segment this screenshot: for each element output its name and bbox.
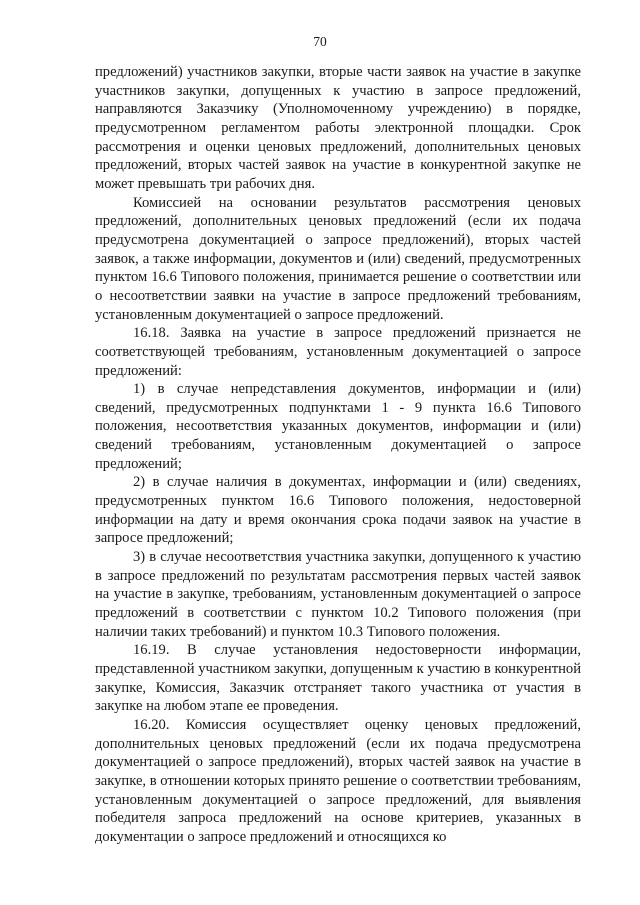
paragraph-16-18-item-3: 3) в случае несоответствия участника закупки, допущенного к участию в запросе предложений по результатам рассмотрения первых частей заявок на участие в закупке, требованиям, установленным документацией о запросе предложений в соответствии с пунктом 10.2 Типового положения (при наличии таких требований) и пунктом 10.3 Типового положения. [95,549,581,640]
paragraph-continuation: предложений) участников закупки, вторые части заявок на участие в закупке участников закупки, допущенных к участию в запросе предложений, направляются Заказчику (Уполномоченному учреждению) в порядке, предусмотренном регламентом работы электронной площадки. Срок рассмотрения и оценки ценовых предложений, дополнительных ценовых предложений, вторых частей заявок на участие в конкурентной закупке не может превышать три рабочих дня. [95,64,581,192]
paragraph-16-18: 16.18. Заявка на участие в запросе предложений признается не соответствующей требованиям, установленным документацией о запросе предложений: [95,325,581,379]
paragraph-16-19: 16.19. В случае установления недостоверности информации, представленной участником закупки, допущенным к участию в конкурентной закупке, Комиссия, Заказчик отстраняет такого участника от участия в закупке на любом этапе ее проведения. [95,642,581,715]
paragraph-commission-decision: Комиссией на основании результатов рассмотрения ценовых предложений, дополнительных ценовых предложений (если их подача предусмотрена документацией о запросе предложений), вторых частей заявок, а также информации, документов и (или) сведений, предусмотренных пунктом 16.6 Типового положения, принимается решение о соответствии или о несоответствии заявки на участие в запросе предложений требованиям, установленным документацией о запросе предложений. [95,194,581,323]
paragraph-16-20: 16.20. Комиссия осуществляет оценку ценовых предложений, дополнительных ценовых предложений (если их подача предусмотрена документацией о запросе предложений), вторых частей заявок на участие в закупке, в отношении которых принято решение о соответствии требованиям, установленным документацией о запросе предложений, для выявления победителя запроса предложений на основе критериев, указанных в документации о запросе предложений и относящихся ко [95,716,581,845]
page-number: 70 [313,34,327,49]
paragraph-16-18-item-1: 1) в случае непредставления документов, информации и (или) сведений, предусмотренных подпунктами 1 - 9 пункта 16.6 Типового положения, несоответствия указанных документов, информации и (или) сведений требованиям, установленным документацией о запросе предложений; [95,381,581,472]
paragraph-16-18-item-2: 2) в случае наличия в документах, информации и (или) сведениях, предусмотренных пунктом 16.6 Типового положения, недостоверной информации на дату и время окончания срока подачи заявок на участие в запросе предложений; [95,474,581,547]
document-body [95,63,581,847]
